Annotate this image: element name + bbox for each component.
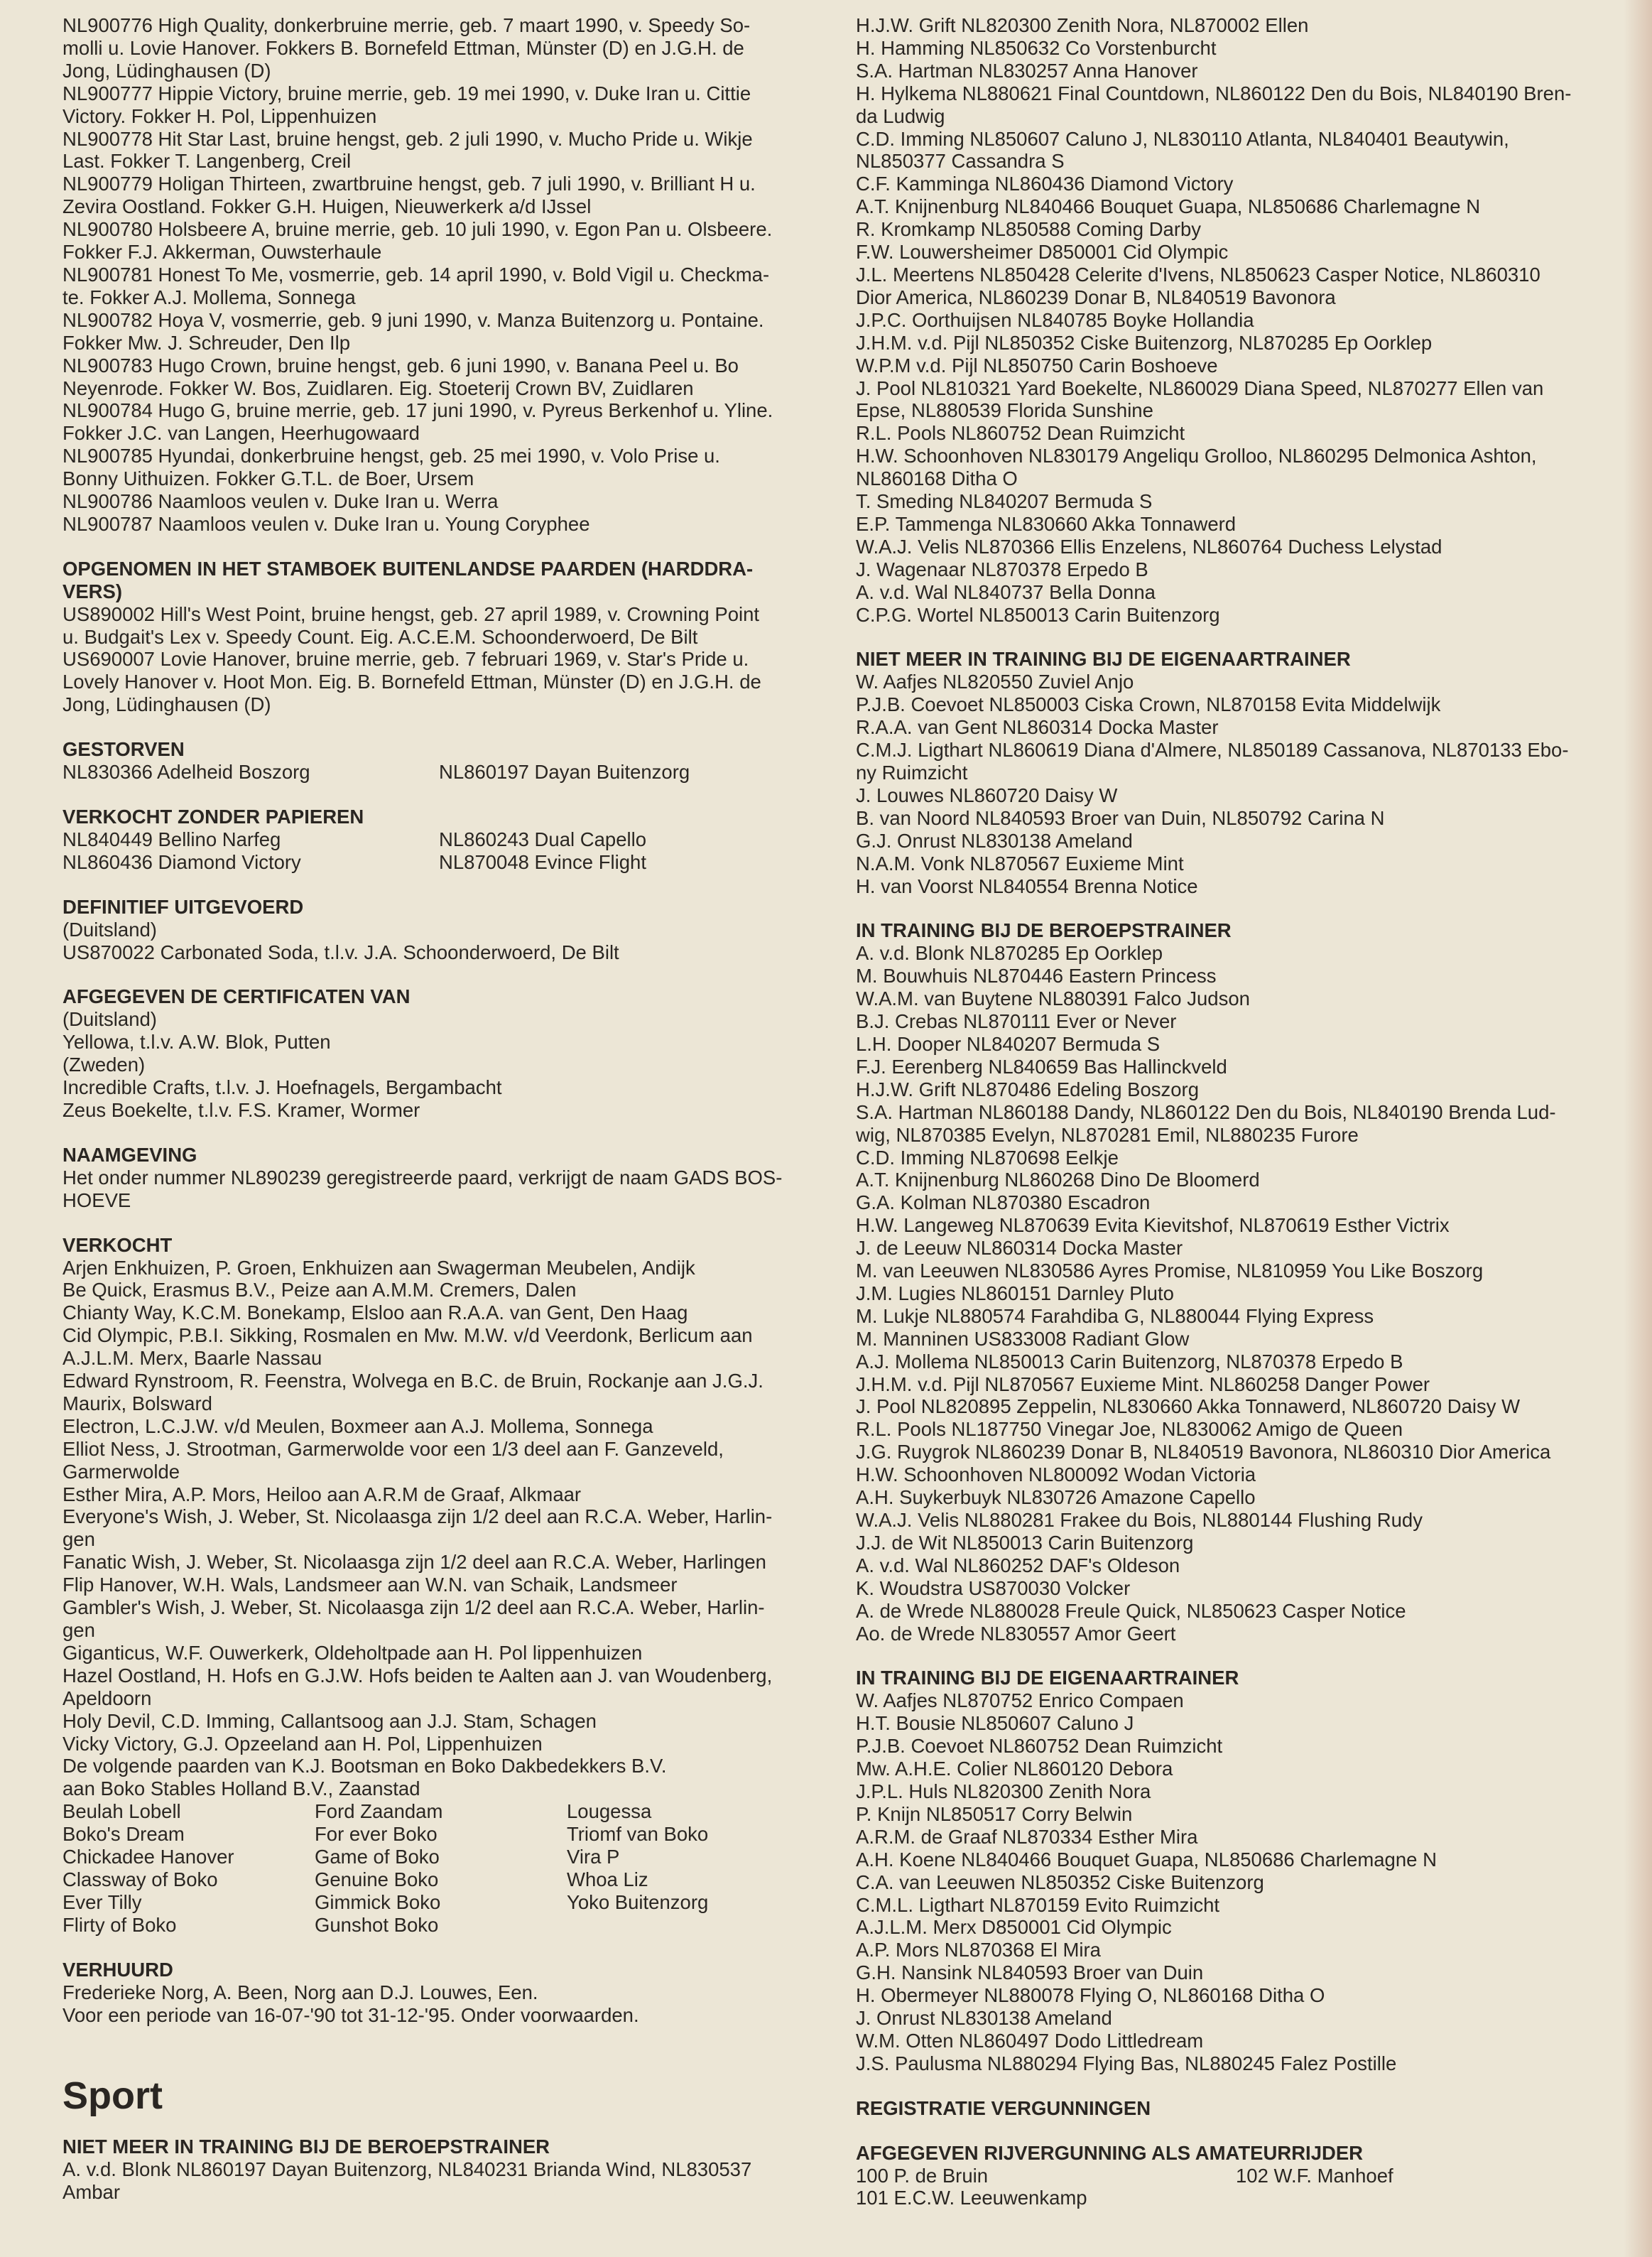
text-line: te. Fokker A.J. Mollema, Sonnega [63, 286, 356, 308]
row-cell: NL860243 Dual Capello [439, 828, 647, 850]
text-line: Maurix, Bolsward [63, 1392, 212, 1414]
text-line: C.M.L. Ligthart NL870159 Evito Ruimzicht [856, 1893, 1220, 1916]
text-line: A.J.L.M. Merx, Baarle Nassau [63, 1347, 322, 1370]
text-line: J.P.C. Oorthuijsen NL840785 Boyke Hollandia [856, 308, 1254, 331]
text-line: H.J.W. Grift NL870486 Edeling Boszorg [856, 1078, 1200, 1100]
section-niet-meer-eigenaartrainer [856, 648, 1626, 897]
sport-title: Sport [63, 2074, 163, 2118]
text-line: NL900779 Holigan Thirteen, zwartbruine hengst, geb. 7 juli 1990, v. Brilliant H u. [63, 173, 756, 195]
text-line: Fokker J.C. van Langen, Heerhugowaard [63, 422, 420, 445]
text-line: F.J. Eerenberg NL840659 Bas Hallinckveld [856, 1055, 1227, 1078]
text-line: H.W. Langeweg NL870639 Evita Kievitshof, NL870619 Esther Victrix [856, 1214, 1450, 1237]
text-line: (Duitsland) [63, 918, 157, 941]
text-line: Cid Olympic, P.B.I. Sikking, Rosmalen en Mw. M.W. v/d Veerdonk, Berlicum aan [63, 1324, 753, 1347]
text-line: Gambler's Wish, J. Weber, St. Nicolaasga zijn 1/2 deel aan R.C.A. Weber, Harlin- [63, 1596, 765, 1619]
section-heading: NIET MEER IN TRAINING BIJ DE EIGENAARTRAINER [856, 648, 1351, 671]
text-line: da Ludwig [856, 104, 945, 127]
text-line: De volgende paarden van K.J. Bootsman en Boko Dakbedekkers B.V. [63, 1755, 667, 1777]
text-line: Yellowa, t.l.v. A.W. Blok, Putten [63, 1031, 331, 1054]
two-col-row [856, 2165, 1626, 2187]
text-line: Jong, Lüdinghausen (D) [63, 59, 271, 82]
text-line: J.P.L. Huls NL820300 Zenith Nora [856, 1780, 1151, 1802]
text-line: M. Bouwhuis NL870446 Eastern Princess [856, 965, 1217, 987]
text-line: A. v.d. Wal NL860252 DAF's Oldeson [856, 1554, 1180, 1576]
text-line: J. Louwes NL860720 Daisy W [856, 784, 1118, 806]
text-line: W. Aafjes NL870752 Enrico Compaen [856, 1689, 1184, 1712]
text-line: J.M. Lugies NL860151 Darnley Pluto [856, 1282, 1174, 1304]
section-heading [63, 558, 830, 603]
horse-name: Whoa Liz [567, 1868, 648, 1890]
text-line: G.A. Kolman NL870380 Escadron [856, 1191, 1151, 1214]
horse-name: Genuine Boko [315, 1868, 439, 1890]
row-cell: NL860197 Dayan Buitenzorg [439, 761, 690, 784]
text-line: Flip Hanover, W.H. Wals, Landsmeer aan W.N. van Schaik, Landsmeer [63, 1574, 678, 1596]
text-line: A.P. Mors NL870368 El Mira [856, 1939, 1101, 1961]
section-lines [63, 603, 830, 717]
right-column [856, 14, 1626, 2209]
text-line: C.A. van Leeuwen NL850352 Ciske Buitenzorg [856, 1871, 1264, 1893]
horse-name: Triomf van Boko [567, 1823, 709, 1846]
text-line: Last. Fokker T. Langenberg, Creil [63, 150, 352, 173]
two-col-row [63, 828, 830, 851]
section-rows [856, 2165, 1626, 2210]
text-line: P.J.B. Coevoet NL860752 Dean Ruimzicht [856, 1735, 1223, 1758]
text-line: S.A. Hartman NL830257 Anna Hanover [856, 59, 1198, 82]
text-line: Incredible Crafts, t.l.v. J. Hoefnagels, Bergambacht [63, 1076, 502, 1099]
text-line: NL900785 Hyundai, donkerbruine hengst, geb. 25 mei 1990, v. Volo Prise u. [63, 445, 720, 467]
section-lines [856, 671, 1626, 897]
text-line: A.H. Suykerbuyk NL830726 Amazone Capello [856, 1486, 1256, 1509]
grid-row [63, 1914, 830, 1937]
section-lines [856, 942, 1626, 1645]
text-line: Bonny Uithuizen. Fokker G.T.L. de Boer, Ursem [63, 467, 474, 490]
section-heading: NAAMGEVING [63, 1143, 197, 1166]
text-line: F.W. Louwersheimer D850001 Cid Olympic [856, 241, 1229, 264]
text-line: M. Lukje NL880574 Farahdiba G, NL880044 Flying Express [856, 1304, 1374, 1327]
text-line: H. Hylkema NL880621 Final Countdown, NL860122 Den du Bois, NL840190 Bren- [856, 82, 1572, 104]
section-in-training-beroepstrainer [856, 919, 1626, 1645]
text-line: G.J. Onrust NL830138 Ameland [856, 829, 1133, 852]
text-line: J. Pool NL810321 Yard Boekelte, NL860029 Diana Speed, NL870277 Ellen van [856, 377, 1544, 399]
text-line: NL900778 Hit Star Last, bruine hengst, geb. 2 juli 1990, v. Mucho Pride u. Wikje [63, 127, 753, 150]
text-line: US890002 Hill's West Point, bruine hengst, geb. 27 april 1989, v. Crowning Point [63, 602, 760, 625]
text-line: Everyone's Wish, J. Weber, St. Nicolaasga zijn 1/2 deel aan R.C.A. Weber, Harlin- [63, 1505, 773, 1528]
text-line: A.J. Mollema NL850013 Carin Buitenzorg, NL870378 Erpedo B [856, 1350, 1403, 1373]
text-line: gen [63, 1528, 95, 1551]
text-line: W.M. Otten NL860497 Dodo Littledream [856, 2029, 1204, 2052]
section-heading: VERKOCHT ZONDER PAPIEREN [63, 806, 364, 828]
text-line: A.H. Koene NL840466 Bouquet Guapa, NL850686 Charlemagne N [856, 1848, 1437, 1871]
text-line: Voor een periode van 16-07-'90 tot 31-12-'95. Onder voorwaarden. [63, 2003, 639, 2026]
section-heading: DEFINITIEF UITGEVOERD [63, 895, 304, 918]
section-definitief-uitgevoerd [63, 896, 830, 964]
text-line: NL900777 Hippie Victory, bruine merrie, geb. 19 mei 1990, v. Duke Iran u. Cittie [63, 82, 751, 104]
text-line: M. Manninen US833008 Radiant Glow [856, 1327, 1190, 1350]
text-line: B.J. Crebas NL870111 Ever or Never [856, 1010, 1177, 1033]
text-line: HOEVE [63, 1189, 131, 1211]
text-line: C.D. Imming NL850607 Caluno J, NL830110 Atlanta, NL840401 Beautywin, [856, 127, 1509, 150]
grid-row [63, 1800, 830, 1823]
text-line: H. Obermeyer NL880078 Flying O, NL860168 Ditha O [856, 1984, 1325, 2007]
text-line: NL900787 Naamloos veulen v. Duke Iran u. Young Coryphee [63, 512, 590, 535]
grid-row [63, 1868, 830, 1891]
text-line: A. de Wrede NL880028 Freule Quick, NL850623 Casper Notice [856, 1599, 1406, 1622]
text-line: Apeldoorn [63, 1687, 152, 1709]
two-col-row [63, 851, 830, 874]
horse-name: Vira P [567, 1846, 620, 1868]
horse-name: Gunshot Boko [315, 1913, 439, 1936]
grid-row [63, 1846, 830, 1868]
text-line: gen [63, 1619, 95, 1641]
left-column [63, 14, 830, 2204]
horse-name: Lougessa [567, 1800, 652, 1823]
section-heading: AFGEGEVEN DE CERTIFICATEN VAN [63, 985, 411, 1008]
two-col-row [63, 761, 830, 784]
text-line: J.J. de Wit NL850013 Carin Buitenzorg [856, 1531, 1194, 1554]
text-line: B. van Noord NL840593 Broer van Duin, NL850792 Carina N [856, 806, 1385, 829]
horse-name: Chickadee Hanover [63, 1846, 234, 1868]
text-line: H.J.W. Grift NL820300 Zenith Nora, NL870002 Ellen [856, 14, 1309, 36]
text-line: Dior America, NL860239 Donar B, NL840519 Bavonora [856, 286, 1336, 308]
row-cell: 101 E.C.W. Leeuwenkamp [856, 2187, 1087, 2209]
row-cell: 100 P. de Bruin [856, 2164, 989, 2187]
text-line: NL900783 Hugo Crown, bruine hengst, geb. 6 juni 1990, v. Banana Peel u. Bo [63, 354, 739, 377]
text-line: NL900780 Holsbeere A, bruine merrie, geb. 10 juli 1990, v. Egon Pan u. Olsbeere. [63, 218, 773, 241]
text-line: P.J.B. Coevoet NL850003 Ciska Crown, NL870158 Evita Middelwijk [856, 693, 1441, 716]
row-cell: NL840449 Bellino Narfeg [63, 828, 281, 850]
row-cell: NL830366 Adelheid Boszorg [63, 761, 310, 784]
section-lines [63, 919, 830, 964]
text-line: Zevira Oostland. Fokker G.H. Huigen, Nieuwerkerk a/d IJssel [63, 195, 592, 218]
text-line: A.T. Knijnenburg NL860268 Dino De Bloomerd [856, 1169, 1260, 1191]
grid-row [63, 1823, 830, 1846]
text-line: Fanatic Wish, J. Weber, St. Nicolaasga zijn 1/2 deel aan R.C.A. Weber, Harlingen [63, 1551, 766, 1574]
text-line: R.A.A. van Gent NL860314 Docka Master [856, 716, 1219, 739]
text-line: A.T. Knijnenburg NL840466 Bouquet Guapa, NL850686 Charlemagne N [856, 195, 1481, 218]
text-line: J.G. Ruygrok NL860239 Donar B, NL840519 Bavonora, NL860310 Dior America [856, 1441, 1551, 1463]
text-line: H. van Voorst NL840554 Brenna Notice [856, 875, 1198, 897]
text-line: Vicky Victory, G.J. Opzeeland aan H. Pol, Lippenhuizen [63, 1732, 543, 1755]
text-line: aan Boko Stables Holland B.V., Zaanstad [63, 1777, 420, 1800]
section-heading: IN TRAINING BIJ DE EIGENAARTRAINER [856, 1667, 1239, 1689]
trainer-lines-continued [856, 14, 1626, 626]
section-gestorven [63, 738, 830, 784]
text-line: molli u. Lovie Hanover. Fokkers B. Bornefeld Ettman, Münster (D) en J.G.H. de [63, 36, 744, 59]
text-line: J. de Leeuw NL860314 Docka Master [856, 1237, 1183, 1260]
text-line: J.L. Meertens NL850428 Celerite d'Ivens, NL850623 Casper Notice, NL860310 [856, 263, 1540, 286]
text-line: Neyenrode. Fokker W. Bos, Zuidlaren. Eig. Stoeterij Crown BV, Zuidlaren [63, 377, 694, 399]
text-line: C.D. Imming NL870698 Eelkje [856, 1146, 1119, 1169]
section-verkocht [63, 1234, 830, 1937]
section-lines [63, 1008, 830, 1122]
text-line: NL900781 Honest To Me, vosmerrie, geb. 14 april 1990, v. Bold Vigil u. Checkma- [63, 263, 770, 286]
text-line: G.H. Nansink NL840593 Broer van Duin [856, 1961, 1204, 1984]
text-line: NL860168 Ditha O [856, 467, 1018, 490]
section-lines [856, 1689, 1626, 2074]
text-line: A.R.M. de Graaf NL870334 Esther Mira [856, 1825, 1198, 1848]
section-lines [63, 1981, 830, 2027]
row-cell: NL860436 Diamond Victory [63, 850, 301, 873]
text-line: J. Pool NL820895 Zeppelin, NL830660 Akka Tonnawerd, NL860720 Daisy W [856, 1395, 1521, 1418]
text-line: Chianty Way, K.C.M. Bonekamp, Elsloo aan R.A.A. van Gent, Den Haag [63, 1301, 688, 1324]
grid-row [63, 1891, 830, 1914]
text-line: US870022 Carbonated Soda, t.l.v. J.A. Schoonderwoerd, De Bilt [63, 941, 619, 963]
horse-name: Classway of Boko [63, 1868, 218, 1890]
text-line: J. Wagenaar NL870378 Erpedo B [856, 558, 1148, 580]
horse-name: Game of Boko [315, 1846, 440, 1868]
section-opgenomen [63, 558, 830, 716]
section-rows [63, 761, 830, 784]
text-line: Ambar [63, 2181, 120, 2204]
text-line: A.J.L.M. Merx D850001 Cid Olympic [856, 1916, 1172, 1939]
text-line: Electron, L.C.J.W. v/d Meulen, Boxmeer aan A.J. Mollema, Sonnega [63, 1414, 653, 1437]
row-cell: NL870048 Evince Flight [439, 850, 646, 873]
text-line: Jong, Lüdinghausen (D) [63, 693, 271, 716]
horse-name: Beulah Lobell [63, 1800, 181, 1823]
section-heading: AFGEGEVEN RIJVERGUNNING ALS AMATEURRIJDER [856, 2141, 1364, 2164]
text-line: NL900784 Hugo G, bruine merrie, geb. 17 juni 1990, v. Pyreus Berkenhof u. Yline. [63, 399, 773, 422]
text-line: NL900782 Hoya V, vosmerrie, geb. 9 juni 1990, v. Manza Buitenzorg u. Pontaine. [63, 308, 764, 331]
text-line: wig, NL870385 Evelyn, NL870281 Emil, NL880235 Furore [856, 1123, 1359, 1146]
horse-name: Boko's Dream [63, 1823, 185, 1846]
text-line: Holy Devil, C.D. Imming, Callantsoog aan J.J. Stam, Schagen [63, 1709, 597, 1732]
text-line: T. Smeding NL840207 Bermuda S [856, 490, 1153, 513]
text-line: NL900776 High Quality, donkerbruine merrie, geb. 7 maart 1990, v. Speedy So- [63, 14, 751, 36]
text-line: Hazel Oostland, H. Hofs en G.J.W. Hofs beiden te Aalten aan J. van Woudenberg, [63, 1664, 773, 1687]
text-line: Zeus Boekelte, t.l.v. F.S. Kramer, Wormer [63, 1098, 420, 1121]
horse-name: Yoko Buitenzorg [567, 1890, 709, 1913]
text-line: Epse, NL880539 Florida Sunshine [856, 399, 1153, 422]
section-heading: NIET MEER IN TRAINING BIJ DE BEROEPSTRAINER [63, 2136, 550, 2158]
text-line: u. Budgait's Lex v. Speedy Count. Eig. A.C.E.M. Schoonderwoerd, De Bilt [63, 625, 698, 648]
section-lines [63, 2158, 830, 2204]
text-line: J.H.M. v.d. Pijl NL870567 Euxieme Mint. NL860258 Danger Power [856, 1373, 1430, 1395]
section-registratie-vergunningen [856, 2097, 1626, 2120]
text-line: E.P. Tammenga NL830660 Akka Tonnawerd [856, 512, 1237, 535]
text-line: Fokker F.J. Akkerman, Ouwsterhaule [63, 241, 382, 264]
text-line: Elliot Ness, J. Strootman, Garmerwolde voor een 1/3 deel aan F. Ganzeveld, [63, 1437, 724, 1460]
text-line: C.M.J. Ligthart NL860619 Diana d'Almere, NL850189 Cassanova, NL870133 Ebo- [856, 739, 1569, 762]
section-heading: REGISTRATIE VERGUNNINGEN [856, 2096, 1151, 2119]
text-line: ny Ruimzicht [856, 762, 968, 784]
section-heading: VERKOCHT [63, 1233, 173, 1256]
text-line: US690007 Lovie Hanover, bruine merrie, geb. 7 februari 1969, v. Star's Pride u. [63, 648, 749, 671]
text-line: W.A.J. Velis NL870366 Ellis Enzelens, NL860764 Duchess Lelystad [856, 535, 1442, 558]
heading-line: VERS) [63, 580, 123, 602]
text-line: J.S. Paulusma NL880294 Flying Bas, NL880245 Falez Postille [856, 2052, 1397, 2074]
text-line: W.A.M. van Buytene NL880391 Falco Judson [856, 987, 1250, 1010]
text-line: R.L. Pools NL860752 Dean Ruimzicht [856, 422, 1185, 445]
text-line: J.H.M. v.d. Pijl NL850352 Ciske Buitenzorg, NL870285 Ep Oorklep [856, 331, 1433, 354]
text-line: NL900786 Naamloos veulen v. Duke Iran u. Werra [63, 490, 499, 513]
text-line: L.H. Dooper NL840207 Bermuda S [856, 1032, 1161, 1055]
two-col-row [856, 2187, 1626, 2209]
text-line: R. Kromkamp NL850588 Coming Darby [856, 218, 1202, 241]
section-heading: GESTORVEN [63, 738, 185, 761]
section-verkocht-zonder-papieren [63, 806, 830, 874]
text-line: H. Hamming NL850632 Co Vorstenburcht [856, 36, 1217, 59]
text-line: H.T. Bousie NL850607 Caluno J [856, 1712, 1134, 1735]
text-line: Arjen Enkhuizen, P. Groen, Enkhuizen aan Swagerman Meubelen, Andijk [63, 1256, 695, 1279]
text-line: W.A.J. Velis NL880281 Frakee du Bois, NL880144 Flushing Rudy [856, 1509, 1423, 1531]
text-line: Be Quick, Erasmus B.V., Peize aan A.M.M. Cremers, Dalen [63, 1279, 577, 1301]
text-line: J. Onrust NL830138 Ameland [856, 2007, 1112, 2030]
text-line: A. v.d. Blonk NL860197 Dayan Buitenzorg, NL840231 Brianda Wind, NL830537 [63, 2158, 752, 2181]
section-rows [63, 828, 830, 874]
section-lines [63, 1167, 830, 1212]
section-naamgeving [63, 1144, 830, 1212]
text-line: Het onder nummer NL890239 geregistreerde paard, verkrijgt de naam GADS BOS- [63, 1166, 783, 1189]
text-line: N.A.M. Vonk NL870567 Euxieme Mint [856, 852, 1184, 875]
section-verhuurd [63, 1959, 830, 2027]
horse-name: Ever Tilly [63, 1890, 142, 1913]
text-line: Garmerwolde [63, 1460, 180, 1483]
text-line: Fokker Mw. J. Schreuder, Den Ilp [63, 331, 351, 354]
page-edge-shadow [1624, 0, 1652, 2257]
text-line: W.P.M v.d. Pijl NL850750 Carin Boshoeve [856, 354, 1218, 377]
text-line: M. van Leeuwen NL830586 Ayres Promise, NL810959 You Like Boszorg [856, 1260, 1484, 1282]
section-heading: IN TRAINING BIJ DE BEROEPSTRAINER [856, 919, 1232, 942]
text-line: W. Aafjes NL820550 Zuviel Anjo [856, 671, 1134, 693]
text-line: Lovely Hanover v. Hoot Mon. Eig. B. Bornefeld Ettman, Münster (D) en J.G.H. de [63, 671, 761, 693]
section-certificaten [63, 985, 830, 1121]
text-line: P. Knijn NL850517 Corry Belwin [856, 1802, 1133, 1825]
boko-horse-grid [63, 1800, 830, 1936]
horse-name: Ford Zaandam [315, 1800, 443, 1823]
text-line: A. v.d. Blonk NL870285 Ep Oorklep [856, 942, 1163, 965]
registration-entries [63, 14, 830, 536]
horse-name: Gimmick Boko [315, 1890, 441, 1913]
text-line: Mw. A.H.E. Colier NL860120 Debora [856, 1758, 1173, 1780]
text-line: Frederieke Norg, A. Been, Norg aan D.J. Louwes, Een. [63, 1981, 538, 2003]
horse-name: Flirty of Boko [63, 1913, 177, 1936]
row-cell: 102 W.F. Manhoef [1236, 2164, 1393, 2187]
text-line: H.W. Schoonhoven NL800092 Wodan Victoria [856, 1463, 1256, 1486]
horse-name: For ever Boko [315, 1823, 438, 1846]
text-line: (Zweden) [63, 1054, 146, 1076]
text-line: C.P.G. Wortel NL850013 Carin Buitenzorg [856, 603, 1220, 626]
text-line: S.A. Hartman NL860188 Dandy, NL860122 Den du Bois, NL840190 Brenda Lud- [856, 1100, 1556, 1123]
text-line: C.F. Kamminga NL860436 Diamond Victory [856, 173, 1234, 195]
section-in-training-eigenaartrainer [856, 1667, 1626, 2074]
text-line: K. Woudstra US870030 Volcker [856, 1576, 1131, 1599]
text-line: Esther Mira, A.P. Mors, Heiloo aan A.R.M de Graaf, Alkmaar [63, 1483, 582, 1505]
section-sport-niet-meer-beroeps [63, 2136, 830, 2204]
text-line: R.L. Pools NL187750 Vinegar Joe, NL830062 Amigo de Queen [856, 1418, 1403, 1441]
text-line: NL850377 Cassandra S [856, 150, 1065, 173]
text-line: Victory. Fokker H. Pol, Lippenhuizen [63, 104, 377, 127]
text-line: Giganticus, W.F. Ouwerkerk, Oldeholtpade aan H. Pol lippenhuizen [63, 1641, 643, 1664]
text-line: Ao. de Wrede NL830557 Amor Geert [856, 1622, 1176, 1645]
section-rijvergunning [856, 2142, 1626, 2210]
text-line: A. v.d. Wal NL840737 Bella Donna [856, 580, 1156, 603]
heading-line: OPGENOMEN IN HET STAMBOEK BUITENLANDSE PAARDEN (HARDDRA- [63, 557, 754, 580]
text-line: (Duitsland) [63, 1008, 157, 1031]
text-line: Edward Rynstroom, R. Feenstra, Wolvega en B.C. de Bruin, Rockanje aan J.G.J. [63, 1370, 763, 1392]
section-heading: VERHUURD [63, 1958, 173, 1981]
text-line: H.W. Schoonhoven NL830179 Angeliqu Grolloo, NL860295 Delmonica Ashton, [856, 445, 1537, 467]
section-lines [63, 1257, 830, 1801]
